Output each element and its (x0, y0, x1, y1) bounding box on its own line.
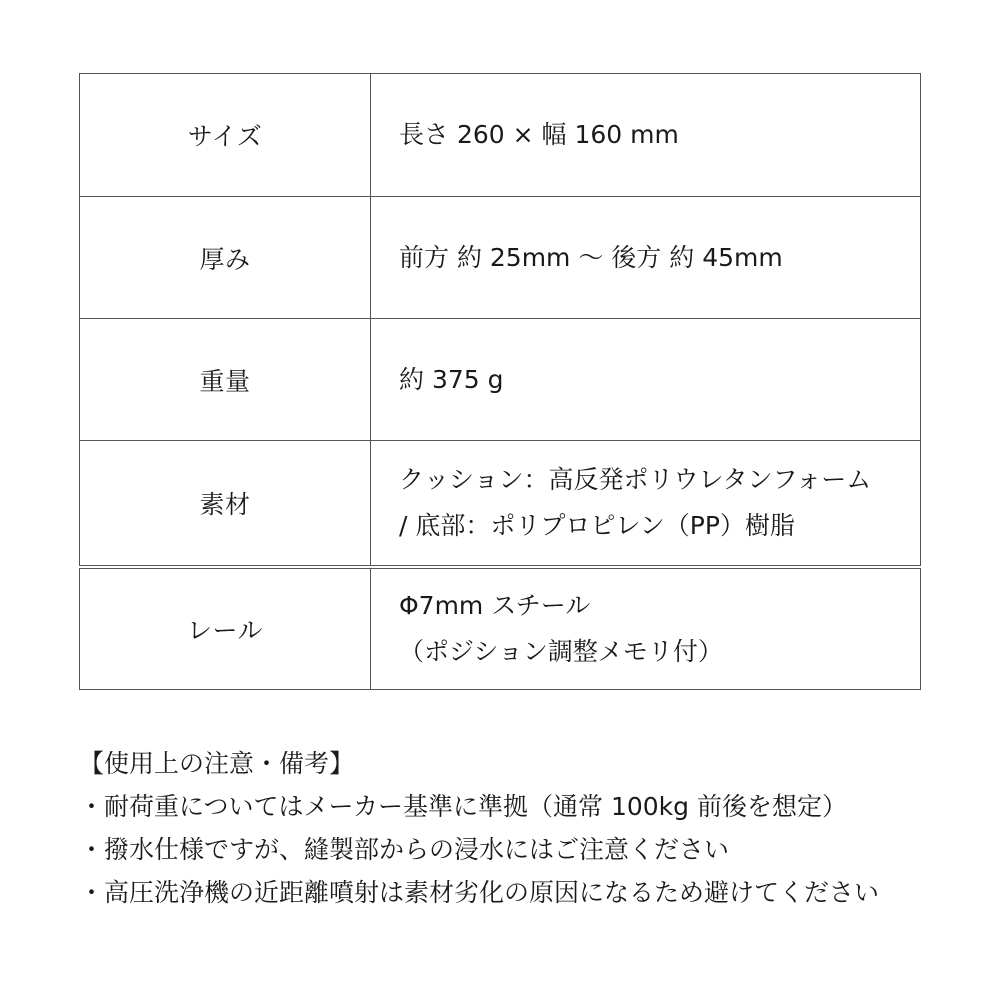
spec-row-weight (80, 319, 921, 441)
spec-value-line: 長さ 260 × 幅 160 mm (399, 120, 679, 149)
spec-value-material (371, 441, 921, 567)
spec-value-thickness (371, 197, 921, 319)
spec-label-thickness: 厚み (80, 197, 371, 319)
spec-label-material: 素材 (80, 441, 371, 567)
spec-value-line: 約 375 g (399, 364, 504, 394)
spec-row-thickness (80, 197, 921, 319)
notes-section (79, 742, 979, 914)
spec-row-material (80, 441, 921, 567)
spec-value-line: （ポジション調整メモリ付） (399, 636, 723, 666)
spec-value-line: / 底部：ポリプロピレン（PP）樹脂 (399, 510, 795, 540)
spec-label-size: サイズ (80, 74, 371, 197)
spec-value-line: クッション：高反発ポリウレタンフォーム (399, 464, 872, 494)
spec-row-size (80, 74, 921, 197)
spec-table (79, 73, 921, 690)
spec-label-weight: 重量 (80, 319, 371, 441)
note-item: ・撥水仕様ですが、縫製部からの浸水にはご注意ください (79, 835, 730, 864)
spec-value-line: 前方 約 25mm 〜 後方 約 45mm (399, 242, 783, 272)
spec-value-line: Φ7mm スチール (399, 590, 591, 620)
spec-value-rail (371, 567, 921, 690)
spec-label-rail: レール (80, 567, 371, 690)
notes-heading: 【使用上の注意・備考】 (79, 749, 355, 778)
note-item: ・高圧洗浄機の近距離噴射は素材劣化の原因になるため避けてください (79, 878, 880, 907)
spec-value-size (371, 74, 921, 197)
spec-value-weight (371, 319, 921, 441)
spec-row-rail (80, 567, 921, 690)
note-item: ・耐荷重についてはメーカー基準に準拠（通常 100kg 前後を想定） (79, 792, 847, 821)
